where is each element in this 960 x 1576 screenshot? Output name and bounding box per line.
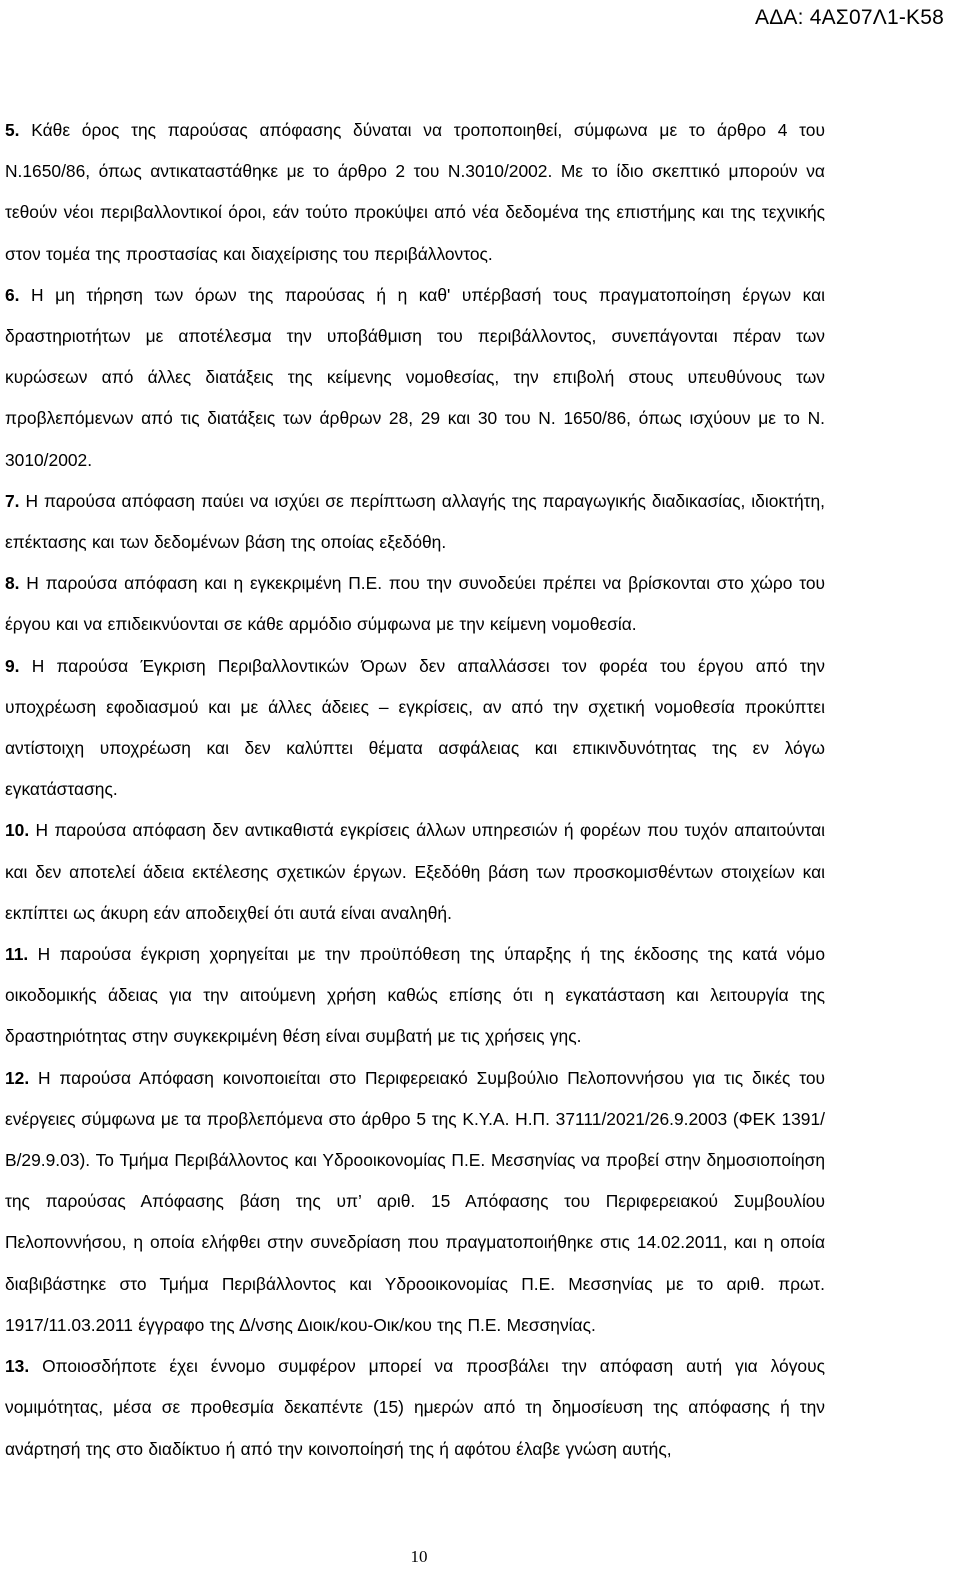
paragraph-text: Η παρούσα Απόφαση κοινοποιείται στο Περιφερειακό Συμβούλιο Πελοποννήσου για τις δικές του ενέργειες σύμφωνα με τα προβλεπόμενα στο άρθρο 5 της Κ.Υ.Α. Η.Π. 37111/2021/26.9.2003 (ΦΕΚ 1391/Β/29.9.03). Το Τμήμα Περιβάλλοντος και Υδροοικονομίας Π.Ε. Μεσσηνίας να προβεί στην δημοσιοποίηση της παρούσας Απόφασης βάση της υπ’ αριθ. 15 Απόφασης του Περιφερειακού Συμβουλίου Πελοποννήσου, η οποία ελήφθει στην συνεδρίαση που πραγματοποιήθηκε στις 14.02.2011, και η οποία διαβιβάστηκε στο Τμήμα Περιβάλλοντος και Υδροοικονομίας Π.Ε. Μεσσηνίας με το αριθ. πρωτ. 1917/11.03.2011 έγγραφο της Δ/νσης Διοικ/κου-Οικ/κου της Π.Ε. Μεσσηνίας. — [5, 1067, 825, 1335]
paragraph-number: 6. — [5, 284, 20, 305]
paragraph-number: 13. — [5, 1356, 30, 1377]
paragraph-text: Οποιοσδήποτε έχει έννομο συμφέρον μπορεί να προσβάλει την απόφαση αυτή για λόγους νομιμότητας, μέσα σε προθεσμία δεκαπέντε (15) ημερών από τη δημοσίευση της απόφασης ή την ανάρτησή της στο διαδίκτυο ή από την κοινοποίησή της ή αφότου έλαβε γνώση αυτής, — [5, 1356, 825, 1459]
paragraph-number: 10. — [5, 820, 30, 841]
paragraph-11 — [5, 934, 825, 1058]
paragraph-8 — [5, 563, 825, 645]
document-id: ΑΔΑ: 4ΑΣ07Λ1-Κ58 — [754, 6, 944, 29]
paragraph-13 — [5, 1346, 825, 1470]
paragraph-text: Η μη τήρηση των όρων της παρούσας ή η καθ' υπέρβασή τους πραγματοποίηση έργων και δραστηριοτήτων με αποτέλεσμα την υποβάθμιση του περιβάλλοντος, συνεπάγονται πέραν των κυρώσεων από άλλες διατάξεις της κείμενης νομοθεσίας, την επιβολή στους υπευθύνους των προβλεπόμενων από τις διατάξεις των άρθρων 28, 29 και 30 του Ν. 1650/86, όπως ισχύουν με το Ν. 3010/2002. — [5, 284, 825, 470]
paragraph-number: 7. — [5, 490, 20, 511]
paragraph-text: Η παρούσα Έγκριση Περιβαλλοντικών Όρων δεν απαλλάσσει τον φορέα του έργου από την υποχρέωση εφοδιασμού και με άλλες άδειες – εγκρίσεις, αν από την σχετική νομοθεσία προκύπτει αντίστοιχη υποχρέωση και δεν καλύπτει θέματα ασφάλειας και επικινδυνότητας της εν λόγω εγκατάστασης. — [5, 655, 825, 800]
paragraph-10 — [5, 810, 825, 934]
paragraph-text: Η παρούσα έγκριση χορηγείται με την προϋπόθεση της ύπαρξης ή της έκδοσης της κατά νόμο οικοδομικής άδειας για την αιτούμενη χρήση καθώς επίσης ότι η εγκατάσταση και λειτουργία της δραστηριότητας στην συγκεκριμένη θέση είναι συμβατή με τις χρήσεις γης. — [5, 944, 825, 1047]
page-number: 10 — [410, 1547, 428, 1566]
paragraph-6 — [5, 275, 825, 481]
paragraph-7 — [5, 481, 825, 563]
paragraph-number: 8. — [5, 573, 20, 594]
paragraph-text: Η παρούσα απόφαση και η εγκεκριμένη Π.Ε. που την συνοδεύει πρέπει να βρίσκονται στο χώρο του έργου και να επιδεικνύονται σε κάθε αρμόδιο σύμφωνα με την κείμενη νομοθεσία. — [5, 573, 825, 635]
paragraph-number: 5. — [5, 120, 20, 140]
paragraph-number: 12. — [5, 1067, 30, 1088]
document-body — [5, 110, 825, 1470]
paragraph-12 — [5, 1058, 825, 1346]
paragraph-text: Η παρούσα απόφαση δεν αντικαθιστά εγκρίσεις άλλων υπηρεσιών ή φορέων που τυχόν απαιτούνται και δεν αποτελεί άδεια εκτέλεσης σχετικών έργων. Εξεδόθη βάση των προσκομισθέντων στοιχείων και εκπίπτει ως άκυρη εάν αποδειχθεί ότι αυτά είναι αναληθή. — [5, 820, 825, 923]
paragraph-text: Η παρούσα απόφαση παύει να ισχύει σε περίπτωση αλλαγής της παραγωγικής διαδικασίας, ιδιοκτήτη, επέκτασης και των δεδομένων βάση της οποίας εξεδόθη. — [5, 490, 825, 553]
paragraph-text: Κάθε όρος της παρούσας απόφασης δύναται να τροποποιηθεί, σύμφωνα με το άρθρο 4 του Ν.1650/86, όπως αντικαταστάθηκε με το άρθρο 2 του Ν.3010/2002. Με το ίδιο σκεπτικό μπορούν να τεθούν νέοι περιβαλλοντικοί όροι, εάν τούτο προκύψει από νέα δεδομένα της επιστήμης και της τεχνικής στον τομέα της προστασίας και διαχείρισης του περιβάλλοντος. — [5, 120, 825, 264]
paragraph-number: 11. — [5, 944, 29, 965]
paragraph-9 — [5, 646, 825, 811]
paragraph-number: 9. — [5, 655, 20, 676]
paragraph-5 — [5, 110, 825, 275]
